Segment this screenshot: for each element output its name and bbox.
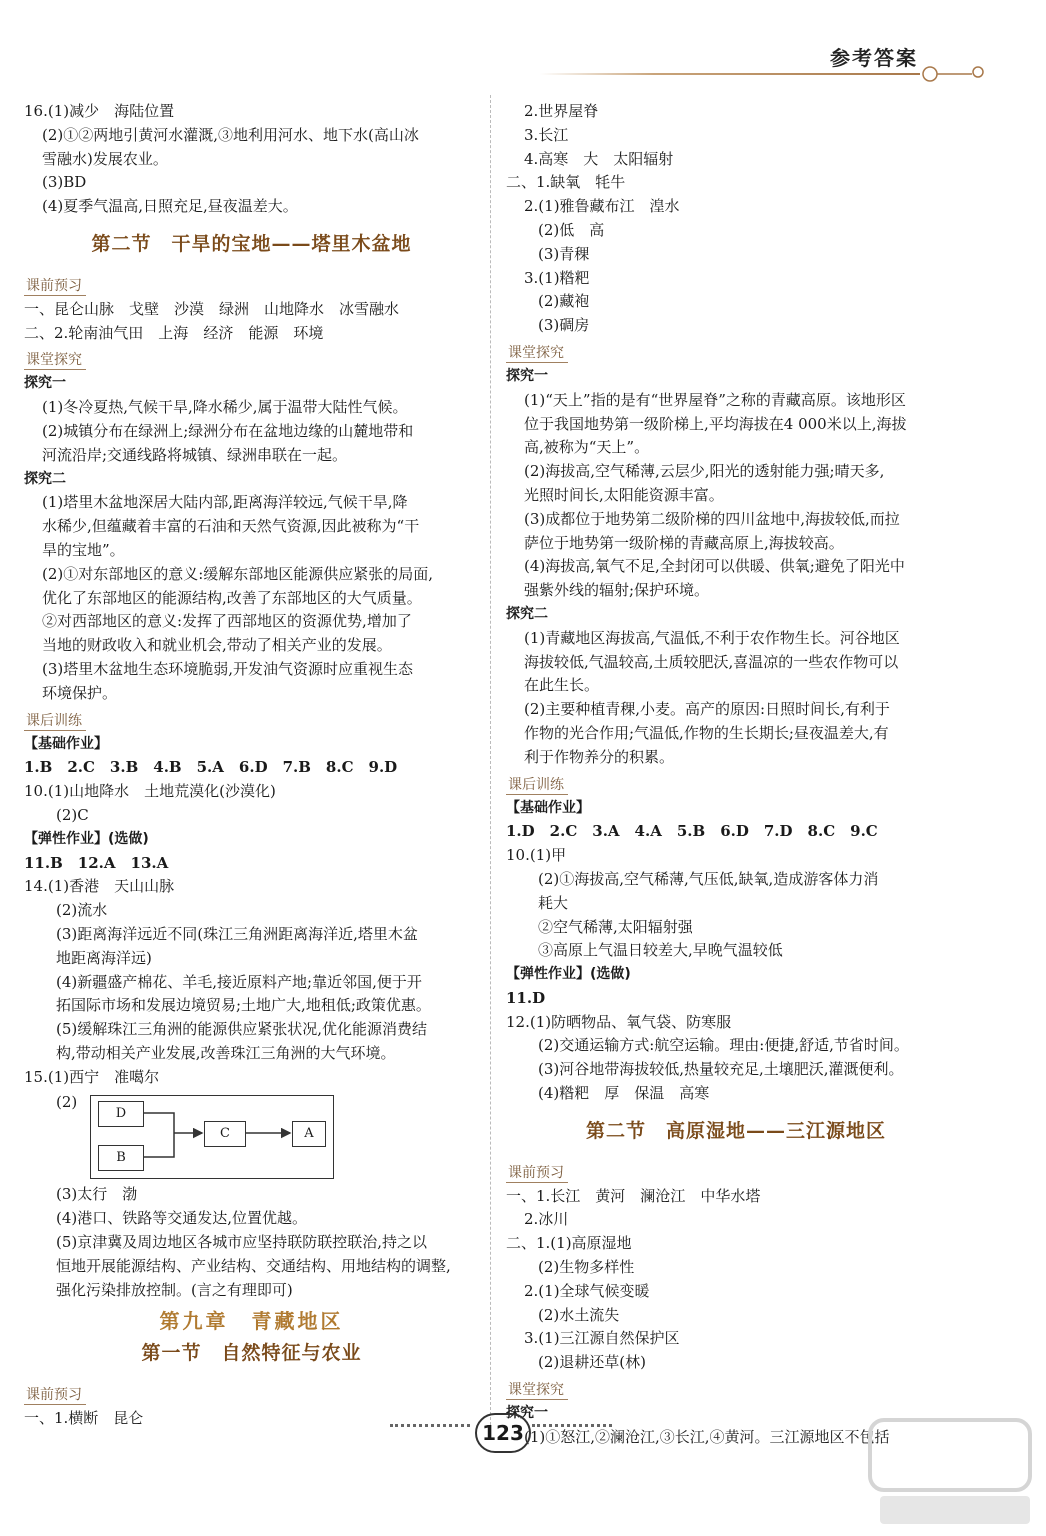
text-line: ③高原上气温日较差大,早晚气温较低 [538,941,783,960]
text-line: 二、2.轮南油气田 上海 经济 能源 环境 [24,323,324,342]
text-line: (3)BD [42,173,87,192]
header-title: 参考答案 [830,46,918,70]
question-16 [24,100,479,219]
text-line: 2.(1)雅鲁藏布江 湟水 [524,197,680,216]
text-line: 水稀少,但蕴藏着丰富的石油和天然气资源,因此被称为“干 [42,517,420,536]
left-column [24,100,479,1431]
text-line: (2) [56,1093,78,1112]
subheading: 【基础作业】 [506,799,590,816]
text-line: (3)距离海洋远近不同(珠江三角洲距离海洋近,塔里木盆 [56,924,418,943]
diagram-box-a: A [292,1121,326,1147]
diagram-box-d: D [98,1101,144,1127]
text-line: (2)低 高 [538,220,605,239]
chapter-title: 第九章 青藏地区 [159,1309,344,1334]
text-line: 10.(1)甲 [506,846,567,865]
text-line: 当地的财政收入和就业机会,带动了相关产业的发展。 [42,636,392,655]
text-line: (2)水土流失 [538,1305,620,1324]
text-line: 优化了东部地区的能源结构,改善了东部地区的大气质量。 [42,588,422,607]
page-dots-right [532,1424,612,1427]
text-line: (2)C [56,805,89,824]
text-line: 地距离海洋远) [56,948,152,967]
page-dots-left [390,1424,470,1427]
subheading: 探究一 [506,367,548,384]
text-line: 一、1.长江 黄河 澜沧江 中华水塔 [506,1186,761,1205]
subheading: 【弹性作业】(选做) [24,830,149,847]
text-line: (3)成都位于地势第二级阶梯的四川盆地中,海拔较低,而拉 [524,509,900,528]
text-line: (4)糌粑 厚 保温 高寒 [538,1084,710,1103]
text-line: 海拔较低,气温较高,土质较肥沃,喜温凉的一些农作物可以 [524,652,899,671]
text-line: 2.冰川 [524,1210,569,1229]
text-line: 3.(1)三江源自然保护区 [524,1329,680,1348]
text-line: 恒地开展能源结构、产业结构、交通结构、用地结构的调整, [56,1256,451,1275]
text-line: (2)藏袍 [538,292,590,311]
text-line: (4)新疆盛产棉花、羊毛,接近原料产地;靠近邻国,便于开 [56,972,422,991]
section-tag: 课堂探究 [506,1381,568,1400]
subheading: 【弹性作业】(选做) [506,966,631,983]
text-line: 3.(1)糌粑 [524,268,590,287]
text-line: 位于我国地势第一级阶梯上,平均海拔在4 000米以上,海拔 [524,414,907,433]
text-line: (2)①②两地引黄河水灌溉,③地利用河水、地下水(高山冰 [42,125,419,144]
text-line: 12.(1)防晒物品、氧气袋、防寒服 [506,1012,732,1031]
text-line: (2)海拔高,空气稀薄,云层少,阳光的透射能力强;晴天多, [524,462,885,481]
text-line: (5)缓解珠江三角洲的能源供应紧张状况,优化能源消费结 [56,1020,428,1039]
section-title: 第二节 干旱的宝地——塔里木盆地 [91,232,412,255]
section-title: 第二节 高原湿地——三江源地区 [585,1119,886,1142]
text-line: 二、1.(1)高原湿地 [506,1234,632,1253]
text-line: 旱的宝地”。 [42,540,125,559]
text-line: (2)主要种植青稞,小麦。高产的原因:日照时间长,有利于 [524,700,890,719]
text-line: (1)塔里木盆地深居大陆内部,距离海洋较远,气候干旱,降 [42,493,408,512]
text-line: 构,带动相关产业发展,改善珠江三角洲的大气环境。 [56,1043,396,1062]
diagram-box-b: B [98,1145,144,1171]
text-line: 二、1.缺氧 牦牛 [506,173,626,192]
section-tag: 课堂探究 [506,344,568,363]
text-line: (2)城镇分布在绿洲上;绿洲分布在盆地边缘的山麓地带和 [42,421,414,440]
text-line: ②对西部地区的意义:发挥了西部地区的资源优势,增加了 [42,612,412,631]
header-rule [540,73,920,75]
text-line: 光照时间长,太阳能资源丰富。 [524,485,724,504]
text-line: 14.(1)香港 天山山脉 [24,877,175,896]
text-line: 耗大 [538,893,569,912]
section-title: 第一节 自然特征与农业 [141,1342,362,1365]
text-line: (1)①怒江,②澜沧江,③长江,④黄河。三江源地区不包括 [524,1427,890,1446]
subheading: 探究二 [506,605,548,622]
subheading: 探究二 [24,470,66,487]
text-line: 作物的光合作用;气温低,作物的生长期长;昼夜温差大,有 [524,723,889,742]
text-line: 萨位于地势第一级阶梯的青藏高原上,海拔较高。 [524,533,844,552]
answer-line: 1.B 2.C 3.B 4.B 5.A 6.D 7.B 8.C 9.D [24,758,398,777]
section-tag: 课前预习 [24,1386,86,1405]
text-line: (2)交通运输方式:航空运输。理由:便捷,舒适,节省时间。 [538,1036,909,1055]
text-line: 10.(1)山地降水 土地荒漠化(沙漠化) [24,782,276,801]
text-line: 一、昆仑山脉 戈壁 沙漠 绿洲 山地降水 冰雪融水 [24,299,400,318]
text-line: (4)夏季气温高,日照充足,昼夜温差大。 [42,197,298,216]
right-column [506,100,966,1450]
answer-line: 1.D 2.C 3.A 4.A 5.B 6.D 7.D 8.C 9.C [506,822,878,841]
diagram-arrows-icon [24,1091,344,1181]
text-line: (3)河谷地带海拔较低,热量较充足,土壤肥沃,灌溉便利。 [538,1060,904,1079]
answer-line: 11.B 12.A 13.A [24,853,169,872]
text-line: (2)生物多样性 [538,1258,635,1277]
text-line: 在此生长。 [524,676,600,695]
answer-line: 11.D [506,988,546,1007]
text-line: 河流沿岸;交通线路将城镇、绿洲串联在一起。 [42,445,348,464]
text-line: ②空气稀薄,太阳辐射强 [538,917,693,936]
watermark-logo-icon [860,1412,1040,1532]
text-line: (2)退耕还草(林) [538,1353,646,1372]
section-tag: 课后训练 [24,712,86,731]
text-line: (3)太行 渤 [56,1185,138,1204]
text-line: (3)碉房 [538,316,590,335]
text-line: 环境保护。 [42,683,118,702]
text-line: (3)青稞 [538,244,590,263]
text-line: (1)冬冷夏热,气候干旱,降水稀少,属于温带大陆性气候。 [42,398,408,417]
column-divider [490,95,491,1425]
text-line: (5)京津冀及周边地区各城市应坚持联防联控联治,持之以 [56,1233,428,1252]
text-line: 4.高寒 大 太阳辐射 [524,149,674,168]
text-line: 强紫外线的辐射;保护环境。 [524,581,710,600]
text-line: 3.长江 [524,125,569,144]
text-line: (1)青藏地区海拔高,气温低,不利于农作物生长。河谷地区 [524,628,900,647]
text-line: 16.(1)减少 海陆位置 [24,102,175,120]
diagram-box-c: C [204,1121,246,1147]
flow-diagram [24,1091,479,1181]
text-line: (4)港口、铁路等交通发达,位置优越。 [56,1209,308,1228]
text-line: 2.(1)全球气候变暖 [524,1281,650,1300]
header-ornament-icon [918,64,988,84]
text-line: (2)①海拔高,空气稀薄,气压低,缺氧,造成游客体力消 [538,869,879,888]
text-line: 2.世界屋脊 [524,102,599,120]
page-number: 123 [475,1413,531,1453]
text-line: (4)海拔高,氧气不足,全封闭可以供暖、供氧;避免了阳光中 [524,557,905,576]
text-line: (3)塔里木盆地生态环境脆弱,开发油气资源时应重视生态 [42,659,414,678]
text-line: 雪融水)发展农业。 [42,149,168,168]
section-tag: 课前预习 [506,1164,568,1183]
section-tag: 课后训练 [506,776,568,795]
text-line: 一、1.横断 昆仑 [24,1409,144,1428]
text-line: (2)①对东部地区的意义:缓解东部地区能源供应紧张的局面, [42,564,434,583]
text-line: 15.(1)西宁 准噶尔 [24,1067,160,1086]
text-line: 高,被称为“天上”。 [524,438,650,457]
section-tag: 课堂探究 [24,351,86,370]
subheading: 探究一 [506,1405,548,1422]
text-line: (2)流水 [56,901,108,920]
subheading: 探究一 [24,375,66,392]
text-line: 利于作物养分的积累。 [524,747,675,766]
text-line: (1)“天上”指的是有“世界屋脊”之称的青藏高原。该地形区 [524,390,906,409]
text-line: 强化污染排放控制。(言之有理即可) [56,1280,293,1299]
section-tag: 课前预习 [24,277,86,296]
text-line: 拓国际市场和发展边境贸易;土地广大,地租低;政策优惠。 [56,996,431,1015]
subheading: 【基础作业】 [24,735,108,752]
